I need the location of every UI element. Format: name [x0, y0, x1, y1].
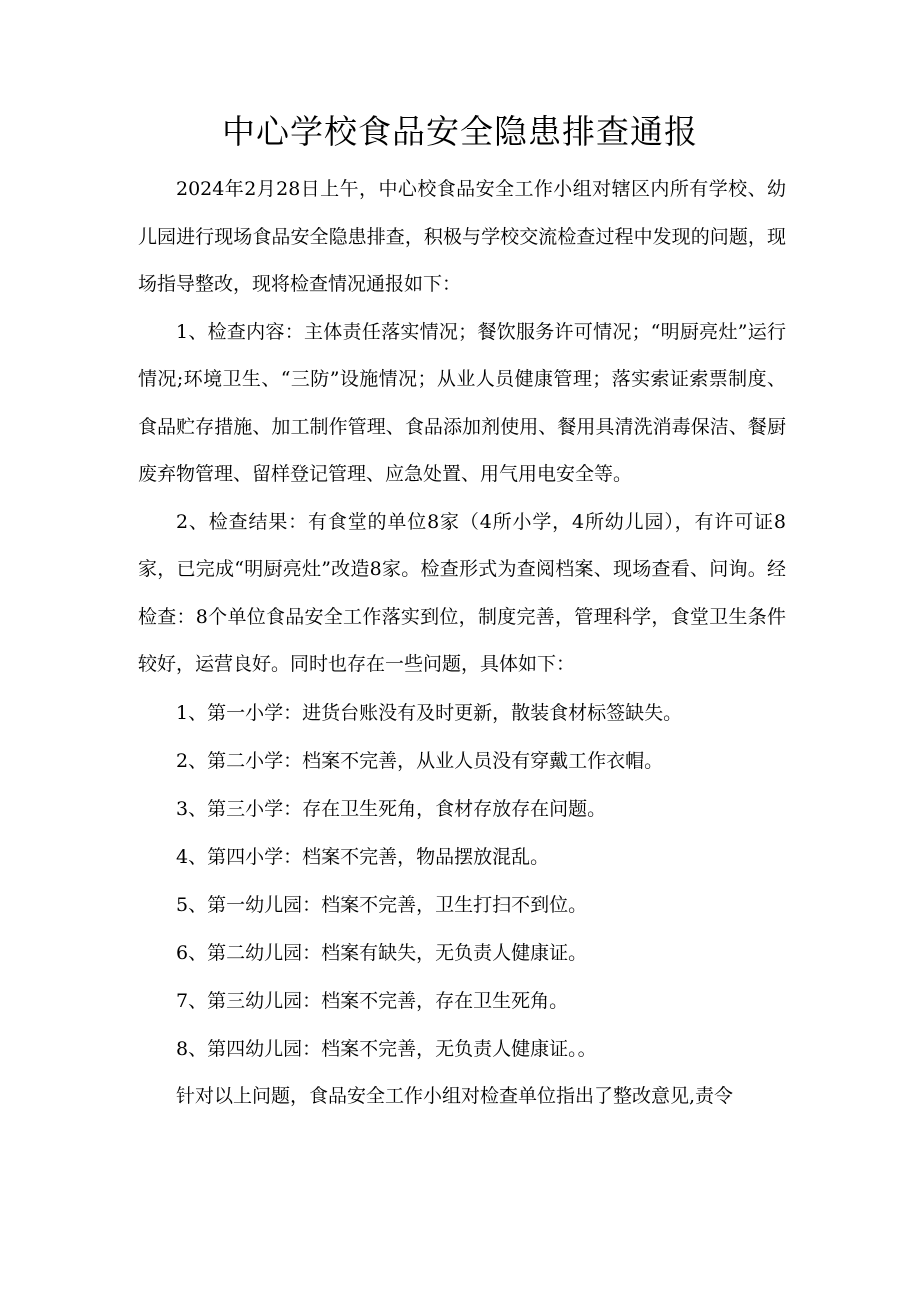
inspection-result-paragraph: 2、检查结果：有食堂的单位8家（4所小学，4所幼儿园），有许可证8家，已完成“明厨亮灶”改造8家。检查形式为查阅档案、现场查看、问询。经检查：8个单位食品安全工作落实到位，制度完善，管理科学，食堂卫生条件较好，运营良好。同时也存在一些问题，具体如下：	[138, 510, 786, 675]
issue-item: 1、第一小学：进货台账没有及时更新，散装食材标签缺失。	[176, 701, 683, 724]
intro-paragraph: 2024年2月28日上午，中心校食品安全工作小组对辖区内所有学校、幼儿园进行现场食品安全隐患排查，积极与学校交流检查过程中发现的问题，现场指导整改，现将检查情况通报如下：	[138, 178, 786, 295]
issue-item: 6、第二幼儿园：档案有缺失，无负责人健康证。	[176, 941, 588, 964]
inspection-content-paragraph: 1、检查内容：主体责任落实情况；餐饮服务许可情况；“明厨亮灶”运行情况;环境卫生、“三防”设施情况；从业人员健康管理；落实索证索票制度、食品贮存措施、加工制作管理、食品添加剂使用、餐用具清洗消毒保洁、餐厨废弃物管理、留样登记管理、应急处置、用气用电安全等。	[138, 320, 786, 485]
issue-item: 7、第三幼儿园：档案不完善，存在卫生死角。	[176, 989, 569, 1012]
document-body	[138, 166, 786, 1120]
issue-item: 8、第四幼儿园：档案不完善，无负责人健康证。。	[176, 1037, 597, 1060]
document-title: 中心学校食品安全隐患排查通报	[222, 112, 698, 151]
issue-item: 2、第二小学：档案不完善，从业人员没有穿戴工作衣帽。	[176, 749, 664, 772]
issue-item: 5、第一幼儿园：档案不完善，卫生打扫不到位。	[176, 893, 588, 916]
issue-item: 4、第四小学：档案不完善，物品摆放混乱。	[176, 845, 550, 868]
issue-item: 3、第三小学：存在卫生死角，食材存放存在问题。	[176, 797, 607, 820]
closing-paragraph: 针对以上问题，食品安全工作小组对检查单位指出了整改意见,责令	[176, 1084, 734, 1107]
